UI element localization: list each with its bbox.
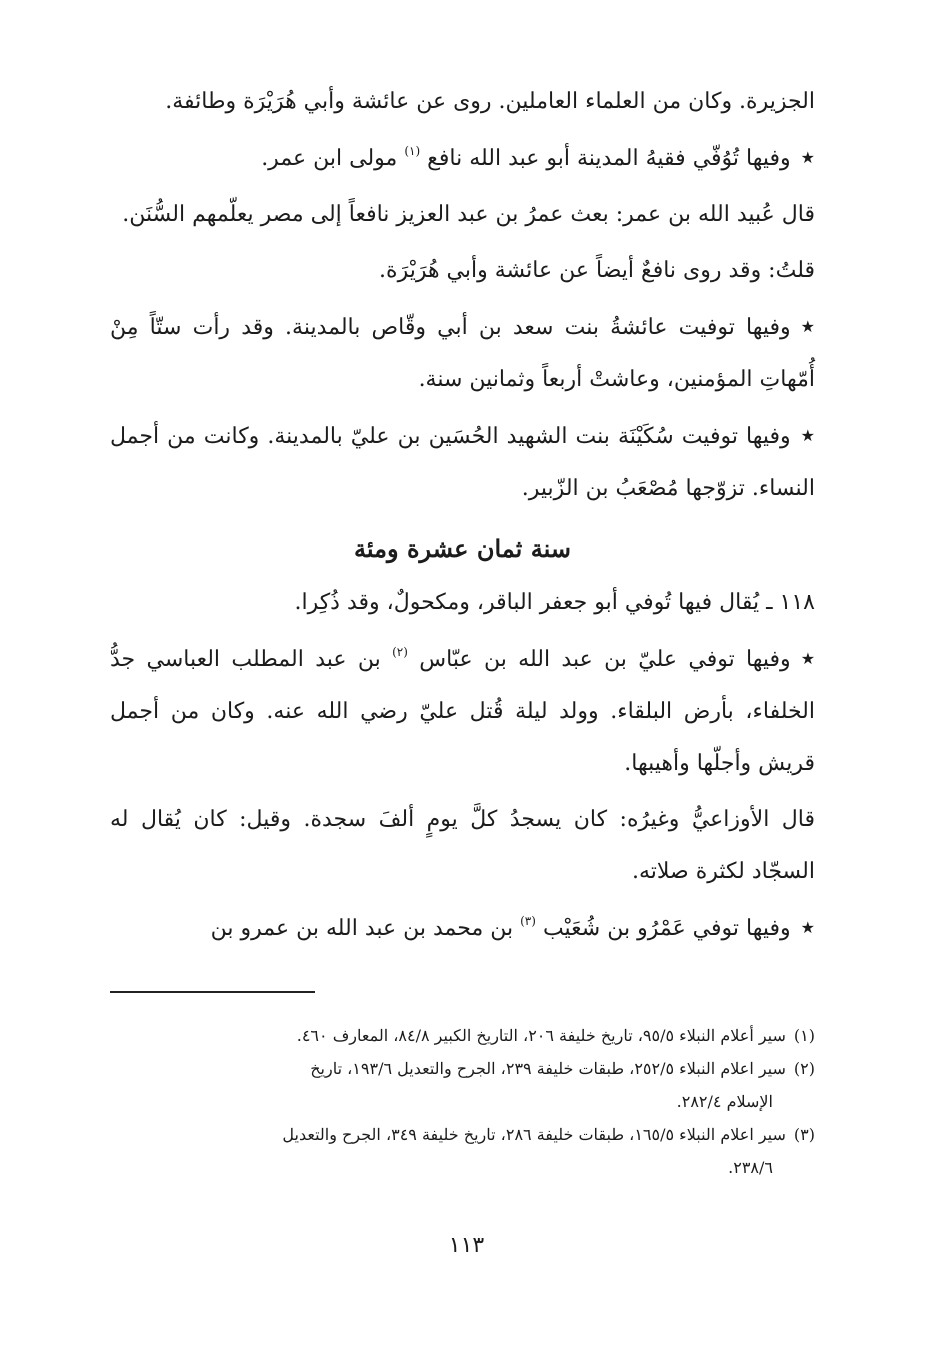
paragraph-3-text: قال عُبيد الله بن عمر: بعث عمرُ بن عبد العزيز نافعاً إلى مصر يعلّمهم السُّنَن. <box>122 202 815 227</box>
footnote-text: سير أعلام النبلاء ٩٥/٥، تاريخ خليفة ٢٠٦، التاريخ الكبير ٨٤/٨، المعارف ٤٦٠. <box>296 1026 786 1045</box>
star-icon: ★ <box>800 649 816 668</box>
paragraph-10-text-a: وفيها توفي عَمْرُو بن شُعَيْب <box>542 916 791 941</box>
footnote-ref-3: (٣) <box>520 914 536 928</box>
paragraph-1-text: الجزيرة. وكان من العلماء العاملين. روى عن عائشة وأبي هُرَيْرَة وطائفة. <box>165 89 815 114</box>
paragraph-8-text-a: وفيها توفي عليّ بن عبد الله بن عبّاس <box>419 647 791 672</box>
page-number: ١١٣ <box>448 1233 485 1258</box>
paragraph-9 <box>110 794 815 898</box>
footnote-2 <box>110 1052 815 1085</box>
footnote-number: (٢) <box>793 1059 815 1078</box>
paragraph-4-text: قلتُ: وقد روى نافعٌ أيضاً عن عائشة وأبي هُرَيْرَة. <box>379 258 815 283</box>
footnote-ref-1: (١) <box>404 144 421 158</box>
paragraph-8 <box>110 633 815 790</box>
section-heading: سنة ثمان عشرة ومئة <box>354 534 571 563</box>
paragraph-4 <box>110 245 815 297</box>
page <box>110 76 815 1302</box>
paragraph-6-text: وفيها توفيت سُكَيْنَة بنت الشهيد الحُسَين بن عليّ بالمدينة. وكانت من أجمل النساء. تزوّجها مُصْعَبُ بن الزّبير. <box>110 424 815 501</box>
footnote-divider <box>110 991 315 993</box>
paragraph-7-text: ١١٨ ـ يُقال فيها تُوفي أبو جعفر الباقر، ومكحولٌ، وقد ذُكِرا. <box>294 590 815 615</box>
footnote-text: سير اعلام النبلاء ١٦٥/٥، طبقات خليفة ٢٨٦، تاريخ خليفة ٣٤٩، الجرح والتعديل <box>282 1125 786 1144</box>
footnote-text: الإسلام ٢٨٢/٤. <box>676 1092 773 1111</box>
footnote-ref-2: (٢) <box>392 645 408 659</box>
paragraph-10-text-b: بن محمد بن عبد الله بن عمرو بن <box>210 916 514 941</box>
footnote-number: (٣) <box>793 1125 815 1144</box>
footnotes <box>110 1019 815 1184</box>
paragraph-6 <box>110 410 815 515</box>
paragraph-7 <box>110 577 815 629</box>
star-icon: ★ <box>800 148 815 167</box>
paragraph-2 <box>110 132 815 185</box>
footnote-text: ٢٣٨/٦. <box>728 1158 773 1177</box>
footnote-2-continued <box>110 1085 815 1118</box>
paragraph-5-text: وفيها توفيت عائشةُ بنت سعد بن أبي وقّاص بالمدينة. وقد رأت ستّاً مِنْ أُمّهاتِ المؤمنين، وعاشتْ أربعاً وثمانين سنة. <box>110 315 815 392</box>
footnote-1 <box>110 1019 815 1052</box>
star-icon: ★ <box>800 317 815 336</box>
paragraph-3 <box>110 189 815 241</box>
paragraph-5 <box>110 301 815 406</box>
star-icon: ★ <box>800 918 815 937</box>
paragraph-8-text-b: بن عبد المطلب العباسي جدُّ الخلفاء، بأرض البلقاء. وولد ليلة قُتل عليّ رضي الله عنه. وكان من أجمل قريش وأجلّها وأهيبها. <box>110 647 815 776</box>
star-icon: ★ <box>800 426 815 445</box>
paragraph-10 <box>110 902 815 955</box>
paragraph-9-text: قال الأوزاعيُّ وغيرُه: كان يسجدُ كلَّ يومٍ ألفَ سجدة. وقيل: كان يُقال له السجّاد لكثرة صلاته. <box>110 807 815 884</box>
footnote-number: (١) <box>793 1026 815 1045</box>
footnote-3-continued <box>110 1151 815 1184</box>
footnote-3 <box>110 1118 815 1151</box>
paragraph-1 <box>110 76 815 128</box>
paragraph-2-text-b: مولى ابن عمر. <box>261 146 398 171</box>
paragraph-2-text-a: وفيها تُوُفّي فقيهُ المدينة أبو عبد الله نافع <box>427 146 791 171</box>
footnote-text: سير اعلام النبلاء ٢٥٢/٥، طبقات خليفة ٢٣٩، الجرح والتعديل ١٩٣/٦، تاريخ <box>310 1059 786 1078</box>
